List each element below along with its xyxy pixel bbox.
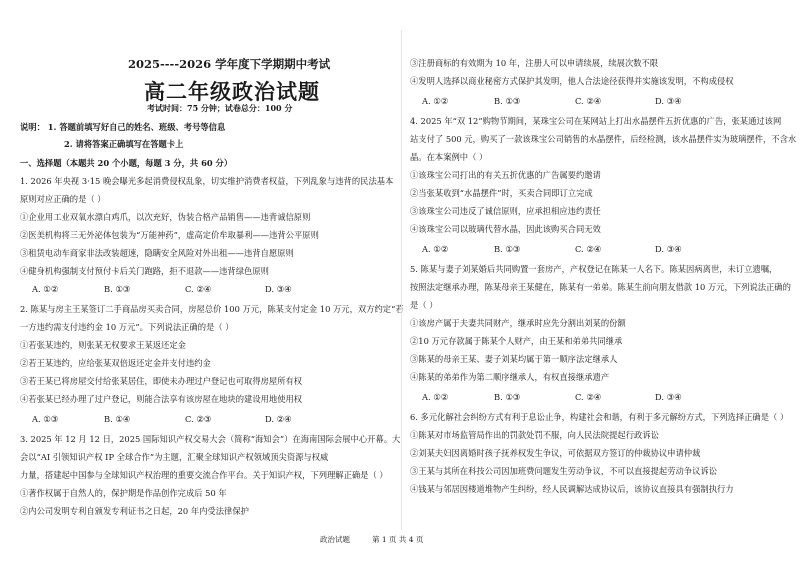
statement: ④发明人选择以商业秘密方式保护其发明，他人合法途径获得并实施该发明，不构成侵权 [410,76,734,86]
option-c: C. ②③ [185,414,212,424]
option-d: D. ③④ [265,284,292,294]
statement: ④钱某与邻居因楼道堆物产生纠纷，经人民调解达成协议后，该协议直接具有强制执行力 [410,484,734,494]
answer-options [410,244,786,254]
option-d: D. ③④ [655,96,682,106]
option-a: A. ①② [422,392,449,402]
exam-meta: 考试时间：75 分钟；试卷总分：100 分 [147,103,293,113]
question-text: 站支付了 500 元，购买了一款该珠宝公司销售的水晶摆件，后经检测，该水晶摆件实为玻璃摆件，不含水 [410,134,797,144]
statement: ②内公司发明专利自颁发专利证书之日起，20 年内受法律保护 [20,506,249,516]
option-d: D. ③④ [655,392,682,402]
option-c: C. ②④ [185,284,212,294]
statement: ①该珠宝公司打出的有关五折优惠的广告属要约邀请 [410,170,601,180]
exam-line: 2025----2026 学年度下学期期中考试 [128,57,331,71]
question-text: 4. 2025 年“双 12”购物节期间，某珠宝公司在某网站上打出水晶摆件五折优惠的广告，张某通过该网 [410,116,782,126]
answer-options [20,414,396,424]
option-a: A. ①③ [32,414,59,424]
statement: ③租赁电动车商家非法改装超速，隐瞒安全风险对外出租——违背自愿原则 [20,248,294,258]
question-text: 3. 2025 年 12 月 12 日，2025 国际知识产权交易大会（简称“海知会”）在海南国际会展中心开幕。大 [20,434,401,444]
option-c: C. ②④ [575,392,602,402]
option-a: A. ①② [32,284,59,294]
statement: ④该珠宝公司以玻璃代替水晶，因此该购买合同无效 [410,224,601,234]
question-text: 力量，搭建起中国参与全球知识产权治理的重要交流合作平台。关于知识产权，下列理解正确是（ ） [20,470,388,480]
option-d: D. ②④ [265,414,292,424]
note-2: 2. 请将答案正确填写在答题卡上 [64,139,184,149]
footer-subject: 政治试题 [320,535,350,544]
answer-options [410,96,786,106]
statement: ④健身机构强制支付预付卡后关门跑路，拒不退款——违背绿色原则 [20,266,269,276]
statement: ②10 万元存款属于陈某个人财产，由王某和弟弟共同继承 [410,336,623,346]
statement: ②若王某违约，应给张某双倍返还定金并支付违约金 [20,358,211,368]
option-a: A. ①② [422,96,449,106]
statement: ①该房产属于夫妻共同财产，继承时应先分割出刘某的份额 [410,318,626,328]
statement: ④陈某的弟弟作为第二顺序继承人，有权直接继承遗产 [410,372,610,382]
question-text: 1. 2026 年央视 3·15 晚会曝光多起消费侵权乱象，切实维护消费者权益，下列乱象与违背的民法基本 [20,176,394,186]
question-text: 2. 陈某与房主王某签订二手商品房买卖合同，房屋总价 100 万元，陈某支付定金 10 万元，双方约定“若 [20,304,404,314]
footer-page-number: 第 1 页 共 4 页 [372,535,424,544]
statement: ②医美机构将三无外泌体包装为“万能神药”，虚高定价牟取暴利——违背公平原则 [20,230,319,240]
note-1: 说明： 1. 答题前填写好自己的姓名、班级、考号等信息 [20,122,226,132]
option-b: B. ①③ [494,96,521,106]
option-b: B. ①④ [104,414,131,424]
statement: ①若张某违约，则张某无权要求王某返还定金 [20,340,186,350]
statement: ①陈某对市场监管局作出的罚款处罚不服，向人民法院提起行政诉讼 [410,430,659,440]
question-text: 5. 陈某与妻子刘某婚后共同购置一套房产，产权登记在陈某一人名下。陈某因病离世，未订立遗嘱， [410,264,778,274]
statement: ③王某与其所在科技公司因加班费问题发生劳动争议，不可以直接提起劳动争议诉讼 [410,466,717,476]
statement: ③若王某已将房屋交付给张某居住，即使未办理过户登记也可取得房屋所有权 [20,376,303,386]
statement: ②当张某收到“水晶摆件”时，买卖合同即订立完成 [410,188,593,198]
statement: ①企业用工业双氧水漂白鸡爪，以次充好，伪装合格产品销售——违背诚信原则 [20,212,311,222]
option-d: D. ③④ [655,244,682,254]
answer-options [410,392,786,402]
option-b: B. ①③ [494,392,521,402]
option-a: A. ①② [422,244,449,254]
statement: ③该珠宝公司违反了诚信原则，应承担相应违约责任 [410,206,601,216]
option-c: C. ②④ [575,96,602,106]
statement: ②刘某夫妇因离婚时孩子抚养权发生争议，可依据双方签订的仲裁协议申请仲裁 [410,448,701,458]
statement: ①著作权属于自然人的，保护期是作品创作完成后 50 年 [20,488,227,498]
statement: ③注册商标的有效期为 10 年，注册人可以申请续展，续展次数不限 [410,58,659,68]
question-text: 按照法定继承办理，陈某母亲王某健在，陈某有一弟弟。陈某生前向朋友借款 10 万元，下列说法正确的 [410,282,791,292]
page-footer [0,534,800,546]
statement: ④若张某已经办理了过户登记，则能合法享有该房屋在地块的建设用地使用权 [20,394,303,404]
question-text: 会以“AI 引领知识产权 IP 全球合作”为主题，汇聚全球知识产权领域顶尖资源与权威 [20,452,329,462]
section-heading: 一、选择题（本题共 20 个小题，每题 3 分，共 60 分） [20,158,233,168]
question-text: 原则对应正确的是（ ） [20,194,106,204]
page-title: 高二年级政治试题 [144,79,320,104]
question-text: 晶。在本案例中（ ） [410,152,488,162]
statement: ③陈某的母亲王某、妻子刘某均属于第一顺序法定继承人 [410,354,618,364]
question-text: 6. 多元化解社会纠纷方式有利于息讼止争，构建社会和谐，有利于多元解纷方式，下列选择正确是（ ） [410,412,789,422]
column-divider [401,30,402,530]
answer-options [20,284,396,294]
option-c: C. ②④ [575,244,602,254]
question-text: 一方违约需支付违约金 10 万元”。下列说法正确的是（ ） [20,322,234,332]
option-b: B. ①③ [104,284,131,294]
option-b: B. ①③ [494,244,521,254]
question-text: 是（ ） [410,300,438,310]
